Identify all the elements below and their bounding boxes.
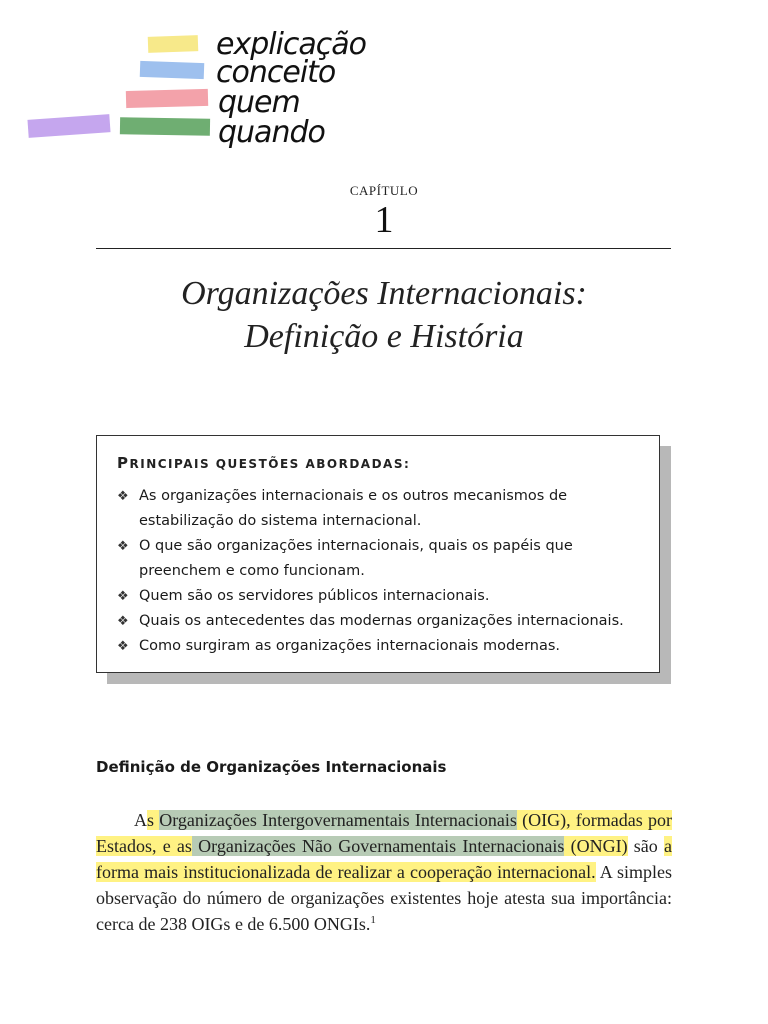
key-questions-box (96, 435, 660, 673)
list-item: ❖ O que são organizações internacionais, quais os papéis que preenchem e como funcionam. (117, 534, 647, 584)
highlight-yellow: (ONGI) (564, 836, 628, 856)
legend-swatch-conceito (140, 61, 205, 79)
key-questions-title: PRINCIPAIS QUESTÕES ABORDADAS: (117, 454, 411, 472)
legend-label-quem: quem (218, 85, 300, 120)
key-questions-list (117, 484, 647, 659)
legend-swatch-quando (120, 117, 210, 136)
chapter-title-line2: Definição e História (244, 318, 524, 355)
list-item: ❖ As organizações internacionais e os outros mecanismos de estabilização do sistema internacional. (117, 484, 647, 534)
chapter-divider (96, 248, 671, 249)
chapter-title-line1: Organizações Internacionais: (181, 275, 587, 312)
chapter-number: 1 (374, 199, 394, 241)
highlight-green: Organizações Não Governamentais Internacionais (191, 836, 565, 856)
fleuron-bullet-icon: ❖ (117, 489, 129, 504)
fleuron-bullet-icon: ❖ (117, 589, 129, 604)
highlight-color-legend (0, 0, 420, 175)
highlight-yellow: a forma mais institucionalizada de realizar a cooperação internacional. (96, 836, 673, 882)
fleuron-bullet-icon: ❖ (117, 614, 129, 629)
legend-swatch-quem (126, 89, 208, 108)
chapter-label: CAPÍTULO (349, 183, 419, 198)
footnote-marker: 1 (370, 914, 376, 926)
highlight-yellow: (OIG), formada (516, 810, 636, 830)
chapter-title (0, 272, 768, 358)
highlight-yellow: s (147, 810, 160, 830)
highlight-yellow: s por Estados, e as (96, 810, 673, 856)
list-item: ❖ Quais os antecedentes das modernas organizações internacionais. (117, 609, 647, 634)
legend-label-conceito: conceito (216, 55, 336, 90)
list-item: ❖ Como surgiram as organizações internacionais modernas. (117, 634, 647, 659)
legend-swatch-extra (27, 114, 110, 138)
legend-label-quando: quando (218, 115, 325, 150)
fleuron-bullet-icon: ❖ (117, 639, 129, 654)
body-paragraph: As Organizações Intergovernamentais Internacionais (OIG), formadas por Estados, e as Organizações Não Governamentais Internacionais (ONGI) são a forma mais institucionalizada de realizar a cooperação internacional. A simples observação do número de organizações existentes hoje atesta sua importância: cerca de 238 OIGs e de 6.500 ONGIs.$^1$ (96, 810, 673, 934)
section-heading: Definição de Organizações Internacionais (96, 758, 447, 776)
legend-swatch-explicacao (148, 35, 199, 53)
legend-label-explicacao: explicação (216, 27, 367, 62)
list-item: ❖ Quem são os servidores públicos internacionais. (117, 584, 647, 609)
highlight-green: Organizações Intergovernamentais Internacionais (159, 810, 517, 830)
fleuron-bullet-icon: ❖ (117, 539, 129, 554)
